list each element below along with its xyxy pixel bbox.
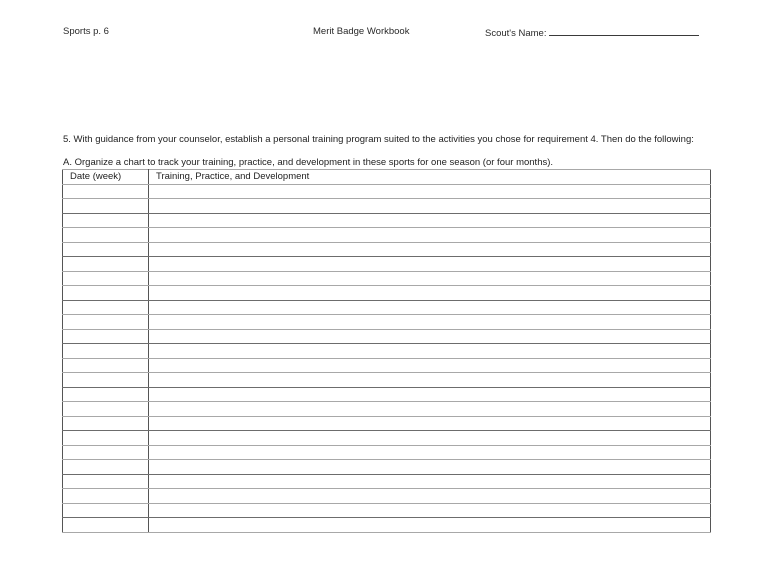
- table-row: [63, 315, 711, 330]
- table-row: [63, 489, 711, 504]
- training-entry-cell[interactable]: [149, 228, 711, 243]
- date-week-cell[interactable]: [63, 373, 149, 388]
- training-entry-cell[interactable]: [149, 387, 711, 402]
- date-week-cell[interactable]: [63, 300, 149, 315]
- table-header-row: [63, 170, 711, 185]
- training-entry-cell[interactable]: [149, 199, 711, 214]
- table-row: [63, 300, 711, 315]
- date-week-cell[interactable]: [63, 213, 149, 228]
- date-week-cell[interactable]: [63, 489, 149, 504]
- table-row: [63, 199, 711, 214]
- date-week-cell[interactable]: [63, 474, 149, 489]
- training-entry-cell[interactable]: [149, 445, 711, 460]
- table-row: [63, 213, 711, 228]
- date-week-cell[interactable]: [63, 329, 149, 344]
- table-row: [63, 431, 711, 446]
- date-week-cell[interactable]: [63, 199, 149, 214]
- date-week-cell[interactable]: [63, 286, 149, 301]
- training-entry-cell[interactable]: [149, 460, 711, 475]
- date-week-cell[interactable]: [63, 257, 149, 272]
- table-row: [63, 257, 711, 272]
- training-entry-cell[interactable]: [149, 358, 711, 373]
- date-week-cell[interactable]: [63, 358, 149, 373]
- table-row: [63, 242, 711, 257]
- workbook-title: Merit Badge Workbook: [313, 26, 410, 37]
- training-entry-cell[interactable]: [149, 329, 711, 344]
- table-row: [63, 503, 711, 518]
- training-entry-cell[interactable]: [149, 373, 711, 388]
- scout-name-label: Scout's Name:: [485, 28, 547, 39]
- column-header-date-week: Date (week): [63, 170, 149, 185]
- date-week-cell[interactable]: [63, 271, 149, 286]
- scout-name-blank-line[interactable]: [549, 26, 699, 36]
- table-row: [63, 402, 711, 417]
- training-entry-cell[interactable]: [149, 402, 711, 417]
- table-row: [63, 228, 711, 243]
- date-week-cell[interactable]: [63, 503, 149, 518]
- table-row: [63, 358, 711, 373]
- scout-name-field[interactable]: [485, 26, 699, 39]
- training-entry-cell[interactable]: [149, 344, 711, 359]
- table-row: [63, 460, 711, 475]
- training-entry-cell[interactable]: [149, 271, 711, 286]
- date-week-cell[interactable]: [63, 184, 149, 199]
- table-row: [63, 344, 711, 359]
- table-row: [63, 416, 711, 431]
- date-week-cell[interactable]: [63, 416, 149, 431]
- training-entry-cell[interactable]: [149, 257, 711, 272]
- table-body: [63, 184, 711, 532]
- table-row: [63, 373, 711, 388]
- training-entry-cell[interactable]: [149, 286, 711, 301]
- table-row: [63, 271, 711, 286]
- training-entry-cell[interactable]: [149, 431, 711, 446]
- training-entry-cell[interactable]: [149, 474, 711, 489]
- date-week-cell[interactable]: [63, 315, 149, 330]
- requirement-5-text: 5. With guidance from your counselor, establish a personal training program suited to the activities you chose for requirement 4. Then do the following:: [63, 134, 694, 145]
- training-entry-cell[interactable]: [149, 518, 711, 533]
- page-number-label: Sports p. 6: [63, 26, 109, 37]
- training-entry-cell[interactable]: [149, 489, 711, 504]
- training-entry-cell[interactable]: [149, 213, 711, 228]
- date-week-cell[interactable]: [63, 518, 149, 533]
- training-entry-cell[interactable]: [149, 184, 711, 199]
- date-week-cell[interactable]: [63, 344, 149, 359]
- table-row: [63, 286, 711, 301]
- table-row: [63, 474, 711, 489]
- training-entry-cell[interactable]: [149, 416, 711, 431]
- table-row: [63, 329, 711, 344]
- requirement-5a-text: A. Organize a chart to track your training, practice, and development in these sports for one season (or four months).: [63, 157, 554, 168]
- training-entry-cell[interactable]: [149, 503, 711, 518]
- date-week-cell[interactable]: [63, 445, 149, 460]
- date-week-cell[interactable]: [63, 242, 149, 257]
- training-entry-cell[interactable]: [149, 242, 711, 257]
- table-row: [63, 184, 711, 199]
- date-week-cell[interactable]: [63, 431, 149, 446]
- training-log-table: [62, 169, 711, 533]
- date-week-cell[interactable]: [63, 387, 149, 402]
- training-entry-cell[interactable]: [149, 315, 711, 330]
- training-entry-cell[interactable]: [149, 300, 711, 315]
- date-week-cell[interactable]: [63, 460, 149, 475]
- table-row: [63, 518, 711, 533]
- date-week-cell[interactable]: [63, 228, 149, 243]
- date-week-cell[interactable]: [63, 402, 149, 417]
- table-row: [63, 445, 711, 460]
- table-row: [63, 387, 711, 402]
- column-header-training: Training, Practice, and Development: [149, 170, 711, 185]
